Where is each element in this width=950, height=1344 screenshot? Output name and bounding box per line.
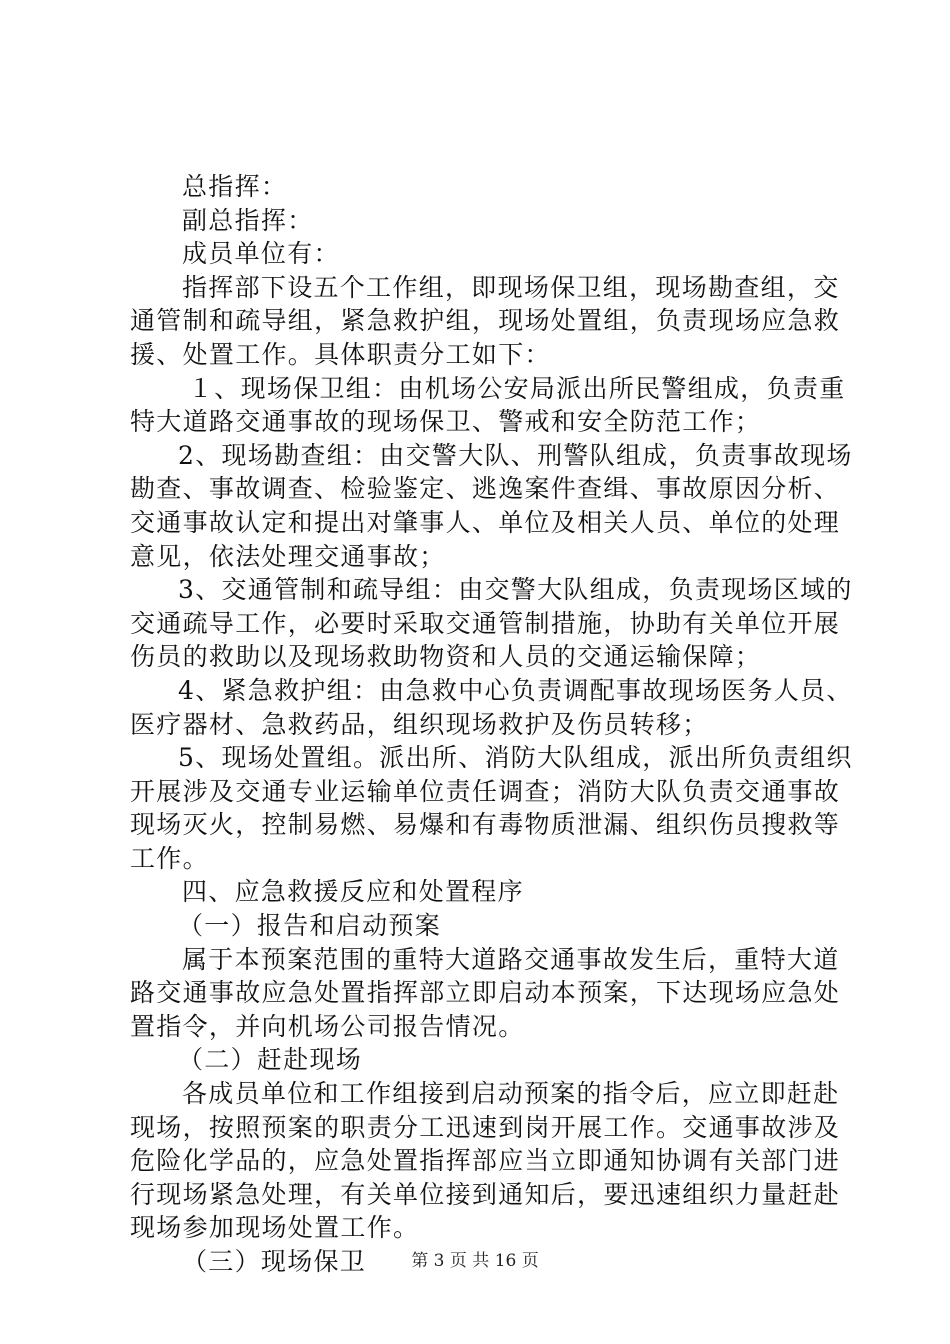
document-body xyxy=(130,170,853,1279)
text-line: 医疗器材、急救药品，组织现场救护及伤员转移； xyxy=(130,709,709,739)
text-line: 路交通事故应急处置指挥部立即启动本预案，下达现场应急处 xyxy=(130,978,841,1008)
text-line: （二）赶赴现场 xyxy=(178,1045,363,1075)
text-line: 援、处置工作。具体职责分工如下： xyxy=(130,339,551,369)
text-line: 开展涉及交通专业运输单位责任调查；消防大队负责交通事故 xyxy=(130,776,841,806)
text-line: 成员单位有： xyxy=(182,239,340,269)
text-line: 危险化学品的，应急处置指挥部应当立即通知协调有关部门进 xyxy=(130,1146,841,1176)
text-line: 工作。 xyxy=(130,843,209,873)
text-line: 4、紧急救护组：由急救中心负责调配事故现场医务人员、 xyxy=(178,675,853,705)
text-line: 现场，按照预案的职责分工迅速到岗开展工作。交通事故涉及 xyxy=(130,1112,841,1142)
text-line: 勘查、事故调查、检验鉴定、逃逸案件查缉、事故原因分析、 xyxy=(130,474,841,504)
text-line: 交通事故认定和提出对肇事人、单位及相关人员、单位的处理 xyxy=(130,507,841,537)
text-line: 意见，依法处理交通事故； xyxy=(130,541,446,571)
text-line: 通管制和疏导组，紧急救护组，现场处置组，负责现场应急救 xyxy=(130,306,841,336)
text-line: 指挥部下设五个工作组，即现场保卫组，现场勘查组，交 xyxy=(182,272,840,302)
text-line: （一）报告和启动预案 xyxy=(178,911,442,941)
page-footer: 第 3 页 共 16 页 xyxy=(411,1251,539,1271)
text-line: 副总指挥： xyxy=(182,205,314,235)
text-line: 置指令，并向机场公司报告情况。 xyxy=(130,1011,525,1041)
text-line: 总指挥： xyxy=(182,172,288,201)
text-line: 交通疏导工作，必要时采取交通管制措施，协助有关单位开展 xyxy=(130,608,841,638)
text-line: 各成员单位和工作组接到启动预案的指令后，应立即赶赴 xyxy=(182,1079,840,1109)
text-line: 现场参加现场处置工作。 xyxy=(130,1213,420,1243)
text-line: 5、现场处置组。派出所、消防大队组成，派出所负责组织 xyxy=(178,743,853,773)
text-line: 2、现场勘查组：由交警大队、刑警队组成，负责事故现场 xyxy=(178,440,853,470)
text-line: 3、交通管制和疏导组：由交警大队组成，负责现场区域的 xyxy=(178,575,853,605)
text-line: 属于本预案范围的重特大道路交通事故发生后，重特大道 xyxy=(182,944,840,974)
text-line: 行现场紧急处理，有关单位接到通知后，要迅速组织力量赶赴 xyxy=(130,1179,841,1209)
text-line: １、现场保卫组：由机场公安局派出所民警组成，负责重 xyxy=(188,373,846,403)
text-line: （三）现场保卫 xyxy=(182,1247,367,1276)
text-line: 伤员的救助以及现场救助物资和人员的交通运输保障； xyxy=(130,642,762,672)
text-line: 现场灭火，控制易燃、易爆和有毒物质泄漏、组织伤员搜救等 xyxy=(130,810,841,840)
text-line: 四、应急救援反应和处置程序 xyxy=(182,877,524,907)
text-line: 特大道路交通事故的现场保卫、警戒和安全防范工作； xyxy=(130,407,762,437)
